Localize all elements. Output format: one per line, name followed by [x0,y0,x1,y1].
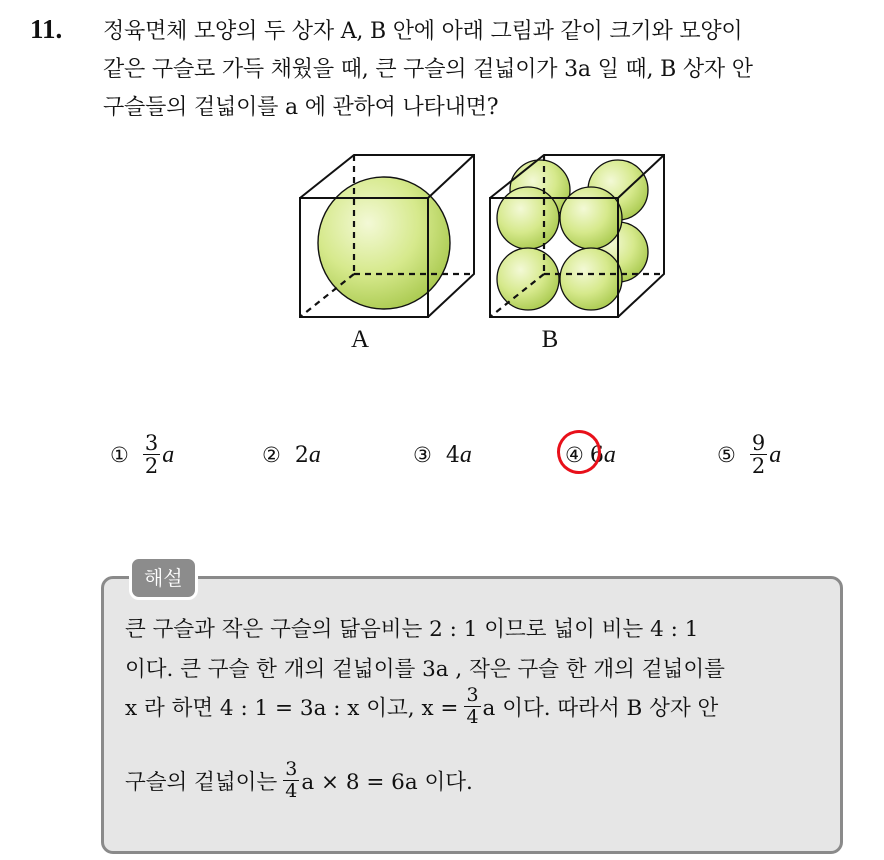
cube-b [490,155,664,317]
variable: a [459,441,472,468]
solution-line-4 [125,760,473,802]
choice-3[interactable] [413,420,472,490]
numerator: 3 [285,758,298,780]
label-a: A [350,326,370,353]
solution-line-2: 이다. 큰 구슬 한 개의 겉넓이를 3a , 작은 구슬 한 개의 겉넓이를 [125,657,725,682]
fraction [283,760,299,802]
denominator: 2 [751,453,766,478]
variable: a [603,441,616,468]
solution-line-3-start: x 라 하면 4 : 1 = 3a : x 이고, x = [125,696,459,722]
choice-marker: ③ [413,443,432,467]
choice-1[interactable] [110,420,174,490]
solution-line-1: 큰 구슬과 작은 구슬의 닮음비는 2 : 1 이므로 넓이 비는 4 : 1 [125,617,699,642]
choice-marker: ② [262,443,281,467]
solution-tab: 해설 [129,556,198,600]
denominator: 2 [144,453,159,478]
numerator: 9 [751,430,766,455]
solution-line-3-end: a 이다. 따라서 B 상자 안 [482,696,719,722]
solution-line-3 [125,686,718,728]
choice-marker: ④ [565,443,584,467]
cube-a [300,155,474,317]
choice-5[interactable] [717,420,781,490]
answer-choices [0,420,884,500]
choice-marker: ① [110,443,129,467]
solution-line-4-start: 구슬의 겉넓이는 [125,770,278,796]
fraction [143,432,160,478]
variable: a [308,441,321,468]
choice-value: 2 [294,442,309,468]
question-line-2: 같은 구슬로 가득 채웠을 때, 큰 구슬의 겉넓이가 3a 일 때, B 상자 안 [103,57,753,82]
choice-marker: ⑤ [717,443,736,467]
choice-2[interactable] [262,420,321,490]
cube-figure [290,150,680,355]
denominator: 4 [285,779,298,802]
denominator: 4 [466,705,479,728]
choice-4[interactable] [565,420,616,490]
fraction [464,686,480,728]
question-line-3: 구슬들의 겉넓이를 a 에 관하여 나타내면? [103,95,499,120]
question-line-1: 정육면체 모양의 두 상자 A, B 안에 아래 그림과 같이 크기와 모양이 [103,19,743,44]
numerator: 3 [466,684,479,706]
numerator: 3 [144,430,159,455]
question-number: 11. [30,14,63,44]
choice-value: 6 [589,442,604,468]
fraction [750,432,767,478]
variable: a [769,441,782,468]
label-b: B [541,326,559,353]
solution-line-4-end: a × 8 = 6a 이다. [301,770,473,796]
variable: a [162,441,175,468]
selected-answer-circle [553,426,605,478]
choice-value: 4 [445,442,460,468]
